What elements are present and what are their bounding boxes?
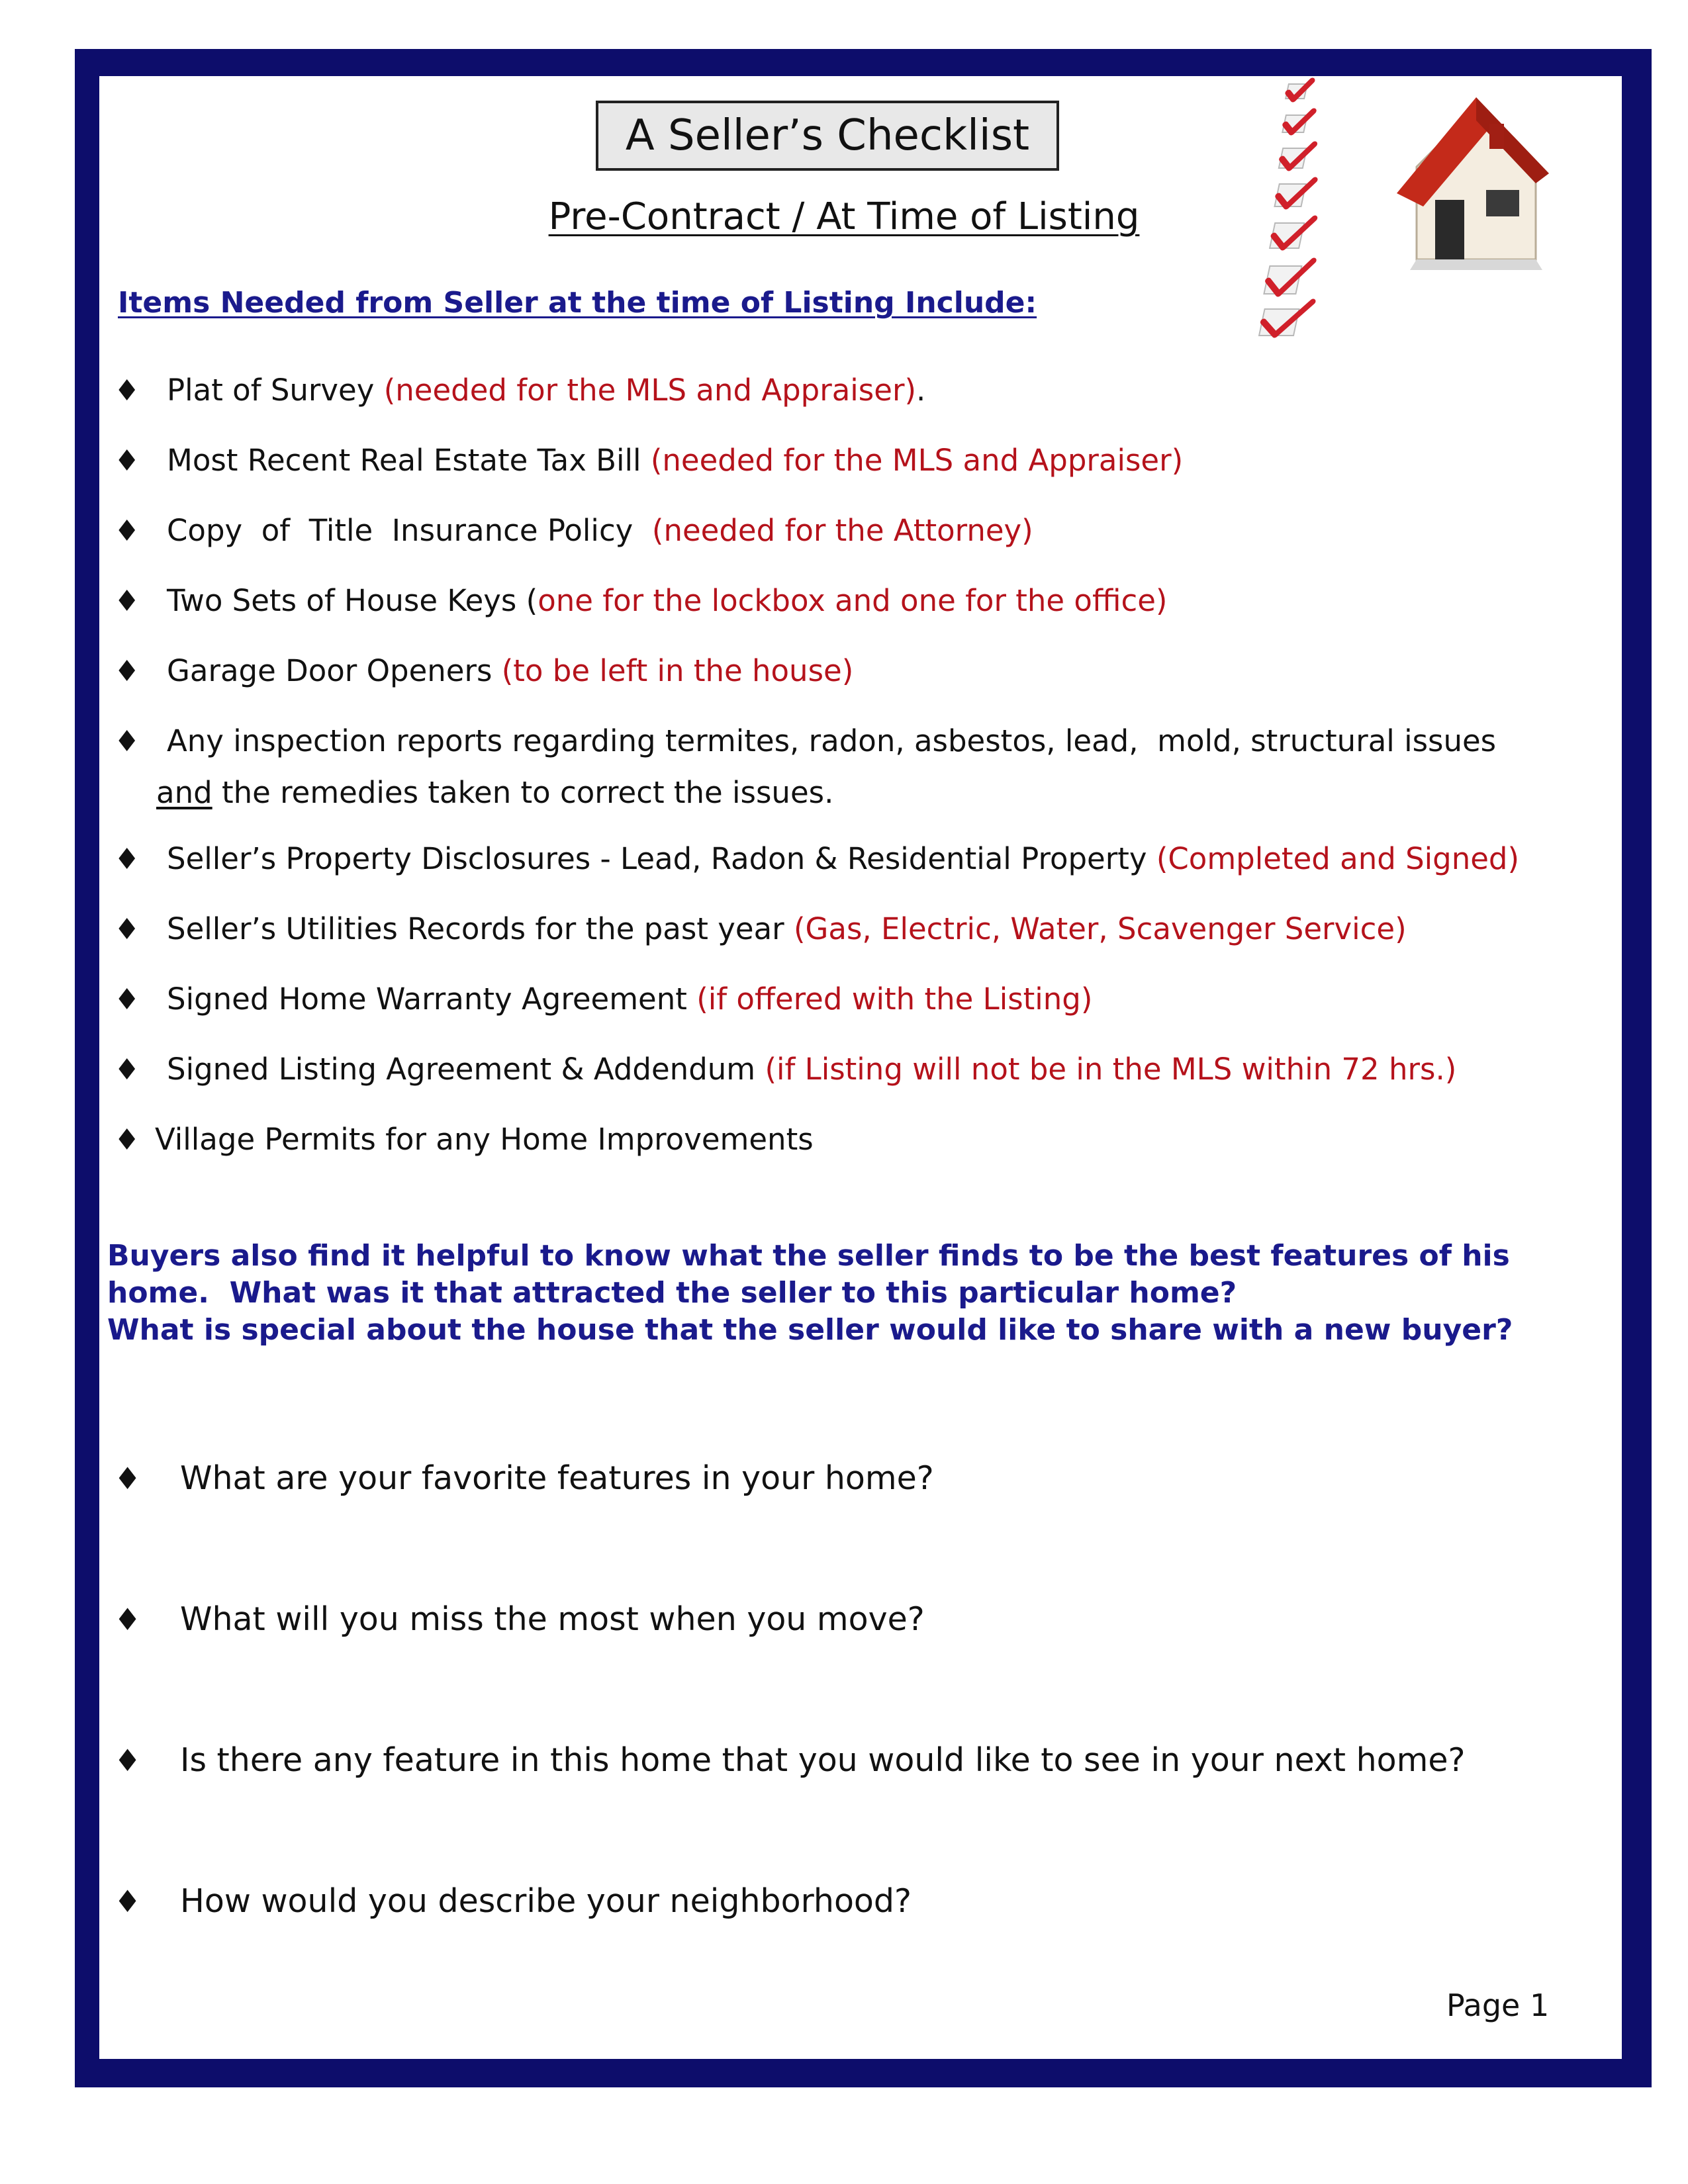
question-text: What will you miss the most when you move? — [180, 1600, 925, 1638]
section-heading: Items Needed from Seller at the time of Listing Include: — [118, 286, 1037, 320]
diamond-bullet-icon: ♦ — [114, 655, 140, 688]
page-title — [596, 101, 1059, 171]
buyers-paragraph — [107, 1238, 1583, 1349]
question-item — [114, 1741, 1466, 1779]
item-text: Copy of Title Insurance Policy — [167, 513, 652, 548]
item-note: (if Listing will not be in the MLS within 72 hrs.) — [765, 1052, 1457, 1087]
list-item — [114, 507, 1033, 555]
diamond-bullet-icon: ♦ — [114, 1602, 142, 1637]
question-text: Is there any feature in this home that you would like to see in your next home? — [180, 1741, 1466, 1779]
item-text: Village Permits for any Home Improvements — [155, 1122, 814, 1157]
list-item — [114, 1046, 1456, 1094]
list-item — [114, 647, 853, 696]
diamond-bullet-icon: ♦ — [114, 374, 140, 408]
diamond-bullet-icon: ♦ — [114, 514, 140, 548]
list-item — [114, 577, 1167, 625]
list-item — [114, 717, 1496, 766]
buyers-line: home. What was it that attracted the seller to this particular home? — [107, 1276, 1237, 1310]
diamond-bullet-icon: ♦ — [114, 444, 140, 478]
list-item-continuation — [156, 769, 833, 817]
diamond-bullet-icon: ♦ — [114, 584, 140, 618]
diamond-bullet-icon: ♦ — [114, 1053, 140, 1087]
diamond-bullet-icon: ♦ — [114, 1123, 140, 1157]
item-note: (to be left in the house) — [501, 653, 854, 688]
item-text: Plat of Survey — [167, 373, 384, 408]
diamond-bullet-icon: ♦ — [114, 1884, 142, 1919]
page-subtitle: Pre-Contract / At Time of Listing — [548, 195, 1140, 238]
list-item — [114, 835, 1519, 884]
item-text: Most Recent Real Estate Tax Bill — [167, 443, 651, 478]
question-item — [114, 1882, 912, 1920]
item-text: Signed Listing Agreement & Addendum — [167, 1052, 765, 1087]
item-note: (needed for the MLS and Appraiser) — [650, 443, 1184, 478]
item-tail: . — [916, 373, 926, 408]
checklist-house-icon — [1258, 74, 1549, 339]
diamond-bullet-icon: ♦ — [114, 842, 140, 876]
buyers-line: Buyers also find it helpful to know what the seller finds to be the best features of his — [107, 1239, 1510, 1273]
continuation-text: the remedies taken to correct the issues. — [212, 775, 834, 810]
item-text: Garage Door Openers — [167, 653, 502, 688]
diamond-bullet-icon: ♦ — [114, 983, 140, 1017]
item-note: (if offered with the Listing) — [696, 981, 1093, 1017]
list-item — [114, 1116, 814, 1164]
item-note: (Gas, Electric, Water, Scavenger Service) — [793, 911, 1407, 946]
item-note: one for the lockbox and one for the office) — [538, 583, 1168, 618]
underlined-and: and — [156, 775, 212, 810]
buyers-line: What is special about the house that the seller would like to share with a new buyer? — [107, 1313, 1513, 1347]
diamond-bullet-icon: ♦ — [114, 1743, 142, 1778]
page-number: Page 1 — [1446, 1987, 1550, 2023]
diamond-bullet-icon: ♦ — [114, 725, 140, 758]
list-item — [114, 437, 1183, 485]
list-item — [114, 367, 925, 415]
question-item — [114, 1600, 925, 1638]
item-note: (needed for the MLS and Appraiser) — [383, 373, 916, 408]
item-text: Seller’s Utilities Records for the past year — [167, 911, 794, 946]
question-text: What are your favorite features in your home? — [180, 1459, 934, 1497]
item-note: (needed for the Attorney) — [651, 513, 1033, 548]
list-item — [114, 905, 1407, 954]
diamond-bullet-icon: ♦ — [114, 913, 140, 946]
item-text: Two Sets of House Keys ( — [167, 583, 538, 618]
list-item — [114, 976, 1092, 1024]
question-text: How would you describe your neighborhood? — [180, 1882, 912, 1920]
diamond-bullet-icon: ♦ — [114, 1461, 142, 1496]
item-note: (Completed and Signed) — [1156, 841, 1520, 876]
item-text: Signed Home Warranty Agreement — [167, 981, 697, 1017]
page-title-text: A Seller’s Checklist — [625, 111, 1030, 160]
item-text: Any inspection reports regarding termites, radon, asbestos, lead, mold, structural issues — [167, 723, 1497, 758]
item-text: Seller’s Property Disclosures - Lead, Radon & Residential Property — [167, 841, 1156, 876]
question-item — [114, 1459, 934, 1497]
